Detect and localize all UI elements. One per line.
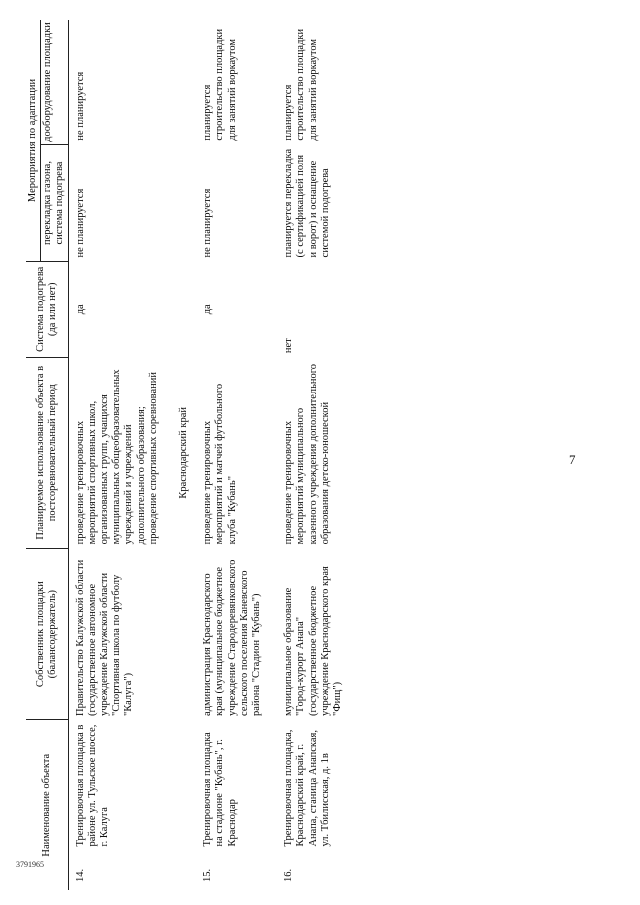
equipment-measure: планируется строительство площадки для занятий воркаутом (202, 28, 238, 141)
table-row (196, 20, 277, 890)
header-turf: перекладка газона, система подогрева (41, 145, 68, 262)
row-number: 14. (74, 868, 86, 882)
document-code: 3791965 (16, 860, 44, 869)
header-equipment: дооборудование площадки (41, 20, 68, 145)
planned-use: проведение тренировочных мероприятий и матчей футбольного клуба "Кубань" (202, 383, 238, 545)
page-number: 7 (569, 452, 576, 467)
equipment-measure: планируется строительство площадки для занятий воркаутом (283, 28, 319, 141)
heating-value: нет (283, 338, 295, 354)
turf-measure: планируется перекладка (с сертификацией поля и ворот) и оснащение системой подогрева (283, 148, 331, 258)
heating-value: да (202, 304, 214, 315)
adaptation-table (26, 20, 358, 890)
header-name: Наименование объекта (26, 720, 68, 890)
heating-value: да (74, 304, 86, 315)
object-owner: муниципальное образование "Город-курорт Анапа" (государственное бюджетное учреждение Краснодарского края "Фищ") (283, 566, 344, 716)
turf-measure: не планируется (202, 188, 214, 258)
object-name: Тренировочная площадка в районе ул. Тульское шоссе, г. Калуга (74, 724, 111, 847)
header-owner: Собственник площадки (балансодержатель) (26, 548, 68, 720)
object-name: Тренировочная площадка, Краснодарский край, г. Анапа, станица Анапская, ул. Тбилисская, д. 1в (283, 729, 331, 847)
header-heating: Система подогрева (да или нет) (26, 261, 68, 357)
planned-use: проведение тренировочных мероприятий спортивных школ, организованных групп, учащихся муниципальных общеобразовательных учреждений и учреждений дополнительного образования; проведение спортивных соревнований (74, 369, 159, 545)
row-number: 16. (283, 868, 295, 882)
object-owner: администрация Краснодарского края (муниципальное бюджетное учреждение Стародеревянковского сельского поселения Каневского района "Стадион "Кубань") (202, 559, 263, 716)
turf-measure: не планируется (74, 188, 86, 258)
equipment-measure: не планируется (74, 71, 86, 141)
planned-use: проведение тренировочных мероприятий муниципального казенного учреждения дополнительного образования детско-юношеской (283, 363, 331, 545)
header-measures: Мероприятия по адаптации (26, 20, 41, 261)
rotated-table-area (26, 20, 566, 890)
region-label: Краснодарский край (178, 406, 190, 499)
table-row (277, 20, 358, 890)
header-use: Планируемое использование объекта в постсоревновательный период (26, 357, 68, 548)
object-owner: Правительство Калужской области (государственное автономное учреждение Калужской области "Спортивная школа по футболу "Калуга") (74, 559, 135, 716)
table-row (68, 20, 174, 890)
object-name: Тренировочная площадка на стадионе "Кубань", г. Краснодар (202, 732, 238, 847)
row-number: 15. (202, 868, 214, 882)
